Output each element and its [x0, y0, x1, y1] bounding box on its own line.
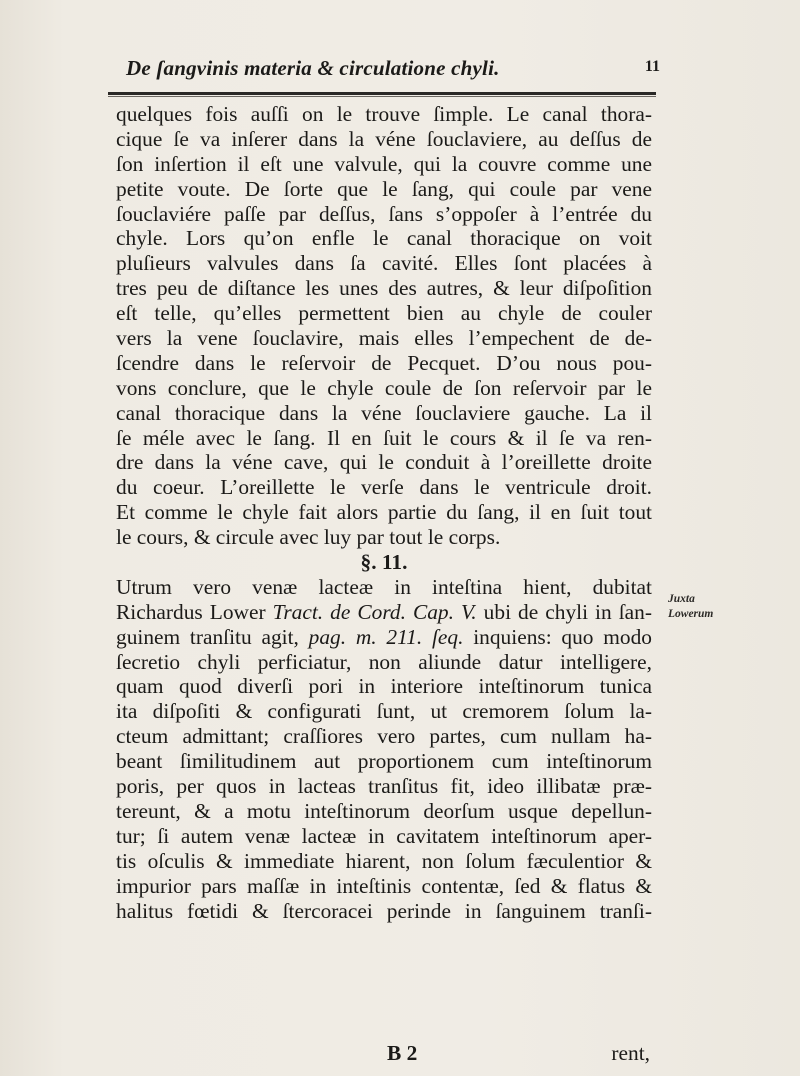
citation-text: Tract. de Cord. Cap. V. — [272, 599, 477, 624]
text-line: Et comme le chyle fait alors partie du ſang, il en ſuit tout — [116, 500, 652, 525]
text-line: quelques fois auſſi on le trouve ſimple. Le canal thora- — [116, 102, 652, 126]
text-line: dre dans la véne cave, qui le conduit à l’oreillette droite — [116, 450, 652, 475]
margin-note-line: Juxta — [668, 593, 695, 605]
latin-paragraph — [116, 575, 652, 923]
text-line — [116, 899, 652, 924]
text-run: ita diſpoſiti & configurati ſunt, ut cremorem ſolum la- — [116, 699, 652, 724]
text-line: ſouclaviére paſſe par deſſus, ſans s’oppoſer à l’entrée du — [116, 201, 652, 226]
text-line — [116, 824, 652, 849]
text-run: tis oſculis & immediate hiarent, non ſolum fæculentior & — [116, 848, 652, 873]
text-line — [116, 625, 652, 650]
text-line — [116, 774, 652, 799]
header-rule — [108, 92, 656, 95]
text-line — [116, 724, 652, 749]
french-paragraph — [116, 102, 652, 550]
page-number: 11 — [644, 58, 660, 75]
text-line: ſon inſertion il eſt une valvule, qui la couvre comme une — [116, 151, 652, 176]
text-run: quam quod diverſi pori in interiore inteſtinorum tunica — [116, 674, 652, 699]
text-line: cique ſe va inſerer dans la véne ſouclaviere, au deſſus de — [116, 126, 652, 151]
text-run: inquiens: quo modo — [463, 624, 652, 649]
text-line — [116, 575, 652, 600]
text-line: vons conclure, que le chyle coule de ſon reſervoir par le — [116, 375, 652, 400]
running-title: De ſangvinis materia & circulatione chyli. — [126, 56, 500, 80]
text-line: le cours, & circule avec luy par tout le corps. — [116, 525, 501, 550]
header-rule-thin — [108, 96, 656, 97]
text-run: ubi de chyli in ſan- — [476, 599, 652, 624]
running-header — [108, 56, 660, 90]
text-line: pluſieurs valvules dans ſa cavité. Elles ſont placées à — [116, 251, 652, 276]
text-line — [116, 749, 652, 774]
text-line — [116, 674, 652, 699]
text-line — [116, 849, 652, 874]
page-footer — [116, 1041, 652, 1067]
signature-mark: B 2 — [387, 1041, 418, 1065]
text-line: chyle. Lors qu’on enfle le canal thoracique on voit — [116, 226, 652, 251]
text-run: Richardus Lower — [116, 599, 273, 624]
text-line: petite voute. De ſorte que le ſang, qui coule par vene — [116, 176, 652, 201]
text-line: tres peu de diſtance les unes des autres, & leur diſpoſition — [116, 276, 652, 301]
text-line: ſcendre dans le reſervoir de Pecquet. D’ou nous pou- — [116, 350, 652, 375]
body-text — [116, 102, 652, 923]
text-line — [116, 650, 652, 675]
citation-text: pag. m. 211. ſeq. — [308, 624, 464, 649]
text-line: eſt telle, qu’elles permettent bien au chyle de couler — [116, 301, 652, 326]
text-run: poris, per quos in lacteas tranſitus fit, ideo illibatæ præ- — [116, 774, 652, 799]
text-line — [116, 874, 652, 899]
text-line: vers la vene ſouclavire, mais elles l’empechent de de- — [116, 326, 652, 351]
text-run: ſecretio chyli perficiatur, non aliunde datur intelligere, — [116, 649, 652, 674]
text-run: cteum admittant; craſſiores vero partes, cum nullam ha- — [116, 724, 652, 749]
text-line — [116, 699, 652, 724]
text-line: du coeur. L’oreillette le verſe dans le ventricule droit. — [116, 475, 652, 500]
text-run: Utrum vero venæ lacteæ in inteſtina hient, dubitat — [116, 574, 652, 599]
text-run: tur; ſi autem venæ lacteæ in cavitatem inteſtinorum aper- — [116, 823, 652, 848]
text-line — [116, 600, 652, 625]
section-mark: §. 11. — [360, 550, 408, 575]
text-line — [116, 799, 652, 824]
text-line: ſe méle avec le ſang. Il en ſuit le cours & il ſe va ren- — [116, 425, 652, 450]
text-run: guinem tranſitu agit, — [116, 624, 309, 649]
catchword: rent, — [611, 1041, 650, 1065]
text-run: beant ſimilitudinem aut proportionem cum inteſtinorum — [116, 749, 652, 774]
margin-note — [668, 592, 713, 622]
margin-note-line: Lowerum — [668, 608, 714, 620]
text-run: tereunt, & a motu inteſtinorum deorſum usque depellun- — [116, 798, 652, 823]
text-run: impurior pars maſſæ in inteſtinis contentæ, ſed & flatus & — [116, 873, 652, 898]
text-run: halitus fœtidi & ſtercoracei perinde in ſanguinem tranſi- — [116, 898, 652, 923]
text-line: canal thoracique dans la véne ſouclaviere gauche. La il — [116, 400, 652, 425]
